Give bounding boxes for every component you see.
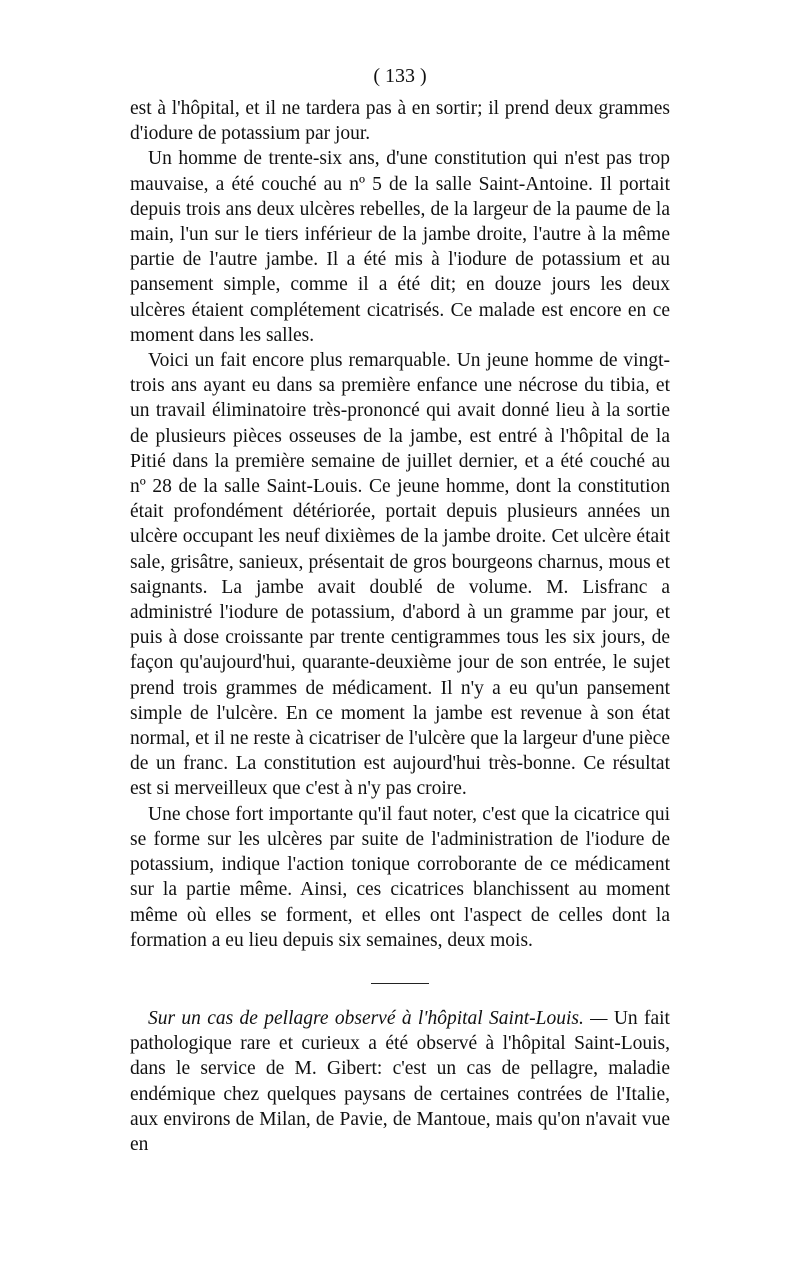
section-title: Sur un cas de pellagre observé à l'hôpital Saint-Louis. —	[148, 1007, 608, 1029]
paragraph-case-ulcers: Un homme de trente-six ans, d'une constitution qui n'est pas trop mauvaise, a été couché au nº 5 de la salle Saint-Antoine. Il portait depuis trois ans deux ulcères rebelles, de la largeur de la paume de la main, l'un sur le tiers inférieur de la jambe droite, l'autre à la même partie de l'autre jambe. Il a été mis à l'iodure de potassium et au pansement simple, comme il a été dit; en douze jours les deux ulcères étaient complétement cicatrisés. Ce malade est encore en ce moment dans les salles.	[130, 148, 670, 346]
document-page	[130, 62, 670, 1157]
paragraph-continuation: est à l'hôpital, et il ne tardera pas à en sortir; il prend deux grammes d'iodure de potassium par jour.	[130, 98, 670, 145]
page-number: ( 133 )	[373, 65, 427, 87]
paragraph-cicatrice-note: Une chose fort importante qu'il faut noter, c'est que la cicatrice qui se forme sur les ulcères par suite de l'administration de l'iodure de potassium, indique l'action tonique corroborante de ce médicament sur la partie même. Ainsi, ces cicatrices blanchissent au moment même où elles se forment, et elles ont l'aspect de celles dont la formation a eu lieu depuis six semaines, deux mois.	[130, 803, 670, 951]
paragraph-remarkable-case: Voici un fait encore plus remarquable. Un jeune homme de vingt-trois ans ayant eu dans sa première enfance une nécrose du tibia, et un travail éliminatoire très-prononcé qui avait donné lieu à la sortie de plusieurs pièces osseuses de la jambe, est entré à l'hôpital de la Pitié dans la première semaine de juillet dernier, et a été couché au nº 28 de la salle Saint-Louis. Ce jeune homme, dont la constitution était profondément détériorée, portait depuis plusieurs années un ulcère occupant les neuf dixièmes de la jambe droite. Cet ulcère était sale, grisâtre, sanieux, présentait de gros bourgeons charnus, mous et saignants. La jambe avait doublé de volume. M. Lisfranc a administré l'iodure de potassium, d'abord à un gramme par jour, et puis à dose croissante par trente centigrammes tous les six jours, de façon qu'aujourd'hui, quarante-deuxième jour de son entrée, le sujet prend trois grammes de médicament. Il n'y a eu qu'un pansement simple de l'ulcère. En ce moment la jambe est revenue à son état normal, et il ne reste à cicatriser de l'ulcère que la largeur d'une pièce de un franc. La constitution est aujourd'hui très-bonne. Ce résultat est si merveilleux que c'est à n'y pas croire.	[130, 350, 670, 800]
section-pellagre	[130, 1006, 670, 1157]
section-body: Un fait pathologique rare et curieux a été observé à l'hôpital Saint-Louis, dans le service de M. Gibert: c'est un cas de pellagre, maladie endémique chez quelques paysans de certaines contrées de l'Italie, aux environs de Milan, de Pavie, de Mantoue, mais qu'on n'avait vue en	[130, 1007, 670, 1155]
section-divider	[371, 983, 429, 984]
